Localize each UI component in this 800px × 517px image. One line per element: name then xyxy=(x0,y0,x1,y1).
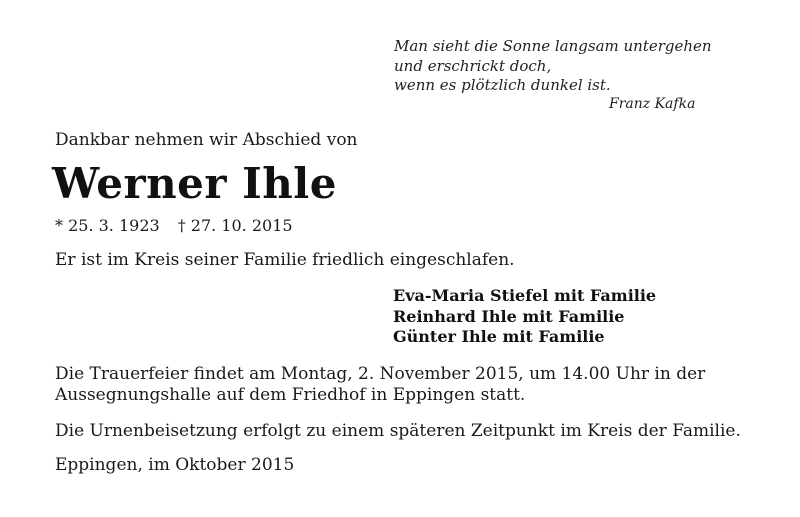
quote-block xyxy=(394,37,712,96)
death-date: † 27. 10. 2015 xyxy=(177,216,293,235)
intro-text: Dankbar nehmen wir Abschied von xyxy=(55,130,358,150)
birth-date: * 25. 3. 1923 xyxy=(55,216,160,235)
place-and-date: Eppingen, im Oktober 2015 xyxy=(55,455,295,475)
mourners-list xyxy=(393,286,656,348)
deceased-name: Werner Ihle xyxy=(52,159,337,208)
funeral-line: Die Trauerfeier findet am Montag, 2. November 2015, um 14.00 Uhr in der xyxy=(55,364,706,384)
quote-line: wenn es plötzlich dunkel ist. xyxy=(394,76,611,94)
quote-author: Franz Kafka xyxy=(609,96,696,112)
life-dates xyxy=(55,216,293,235)
quote-line: und erschrickt doch, xyxy=(394,56,552,75)
funeral-line: Aussegnungshalle auf dem Friedhof in Eppingen statt. xyxy=(55,385,526,405)
funeral-info xyxy=(55,364,705,406)
mourner-entry: Günter Ihle mit Familie xyxy=(393,327,605,346)
mourner-entry: Eva-Maria Stiefel mit Familie xyxy=(393,286,657,305)
mourner-entry: Reinhard Ihle mit Familie xyxy=(393,306,625,326)
statement-text: Er ist im Kreis seiner Familie friedlich eingeschlafen. xyxy=(55,250,515,270)
urn-burial-info: Die Urnenbeisetzung erfolgt zu einem späteren Zeitpunkt im Kreis der Familie. xyxy=(55,421,741,441)
quote-line: Man sieht die Sonne langsam untergehen xyxy=(394,37,712,55)
